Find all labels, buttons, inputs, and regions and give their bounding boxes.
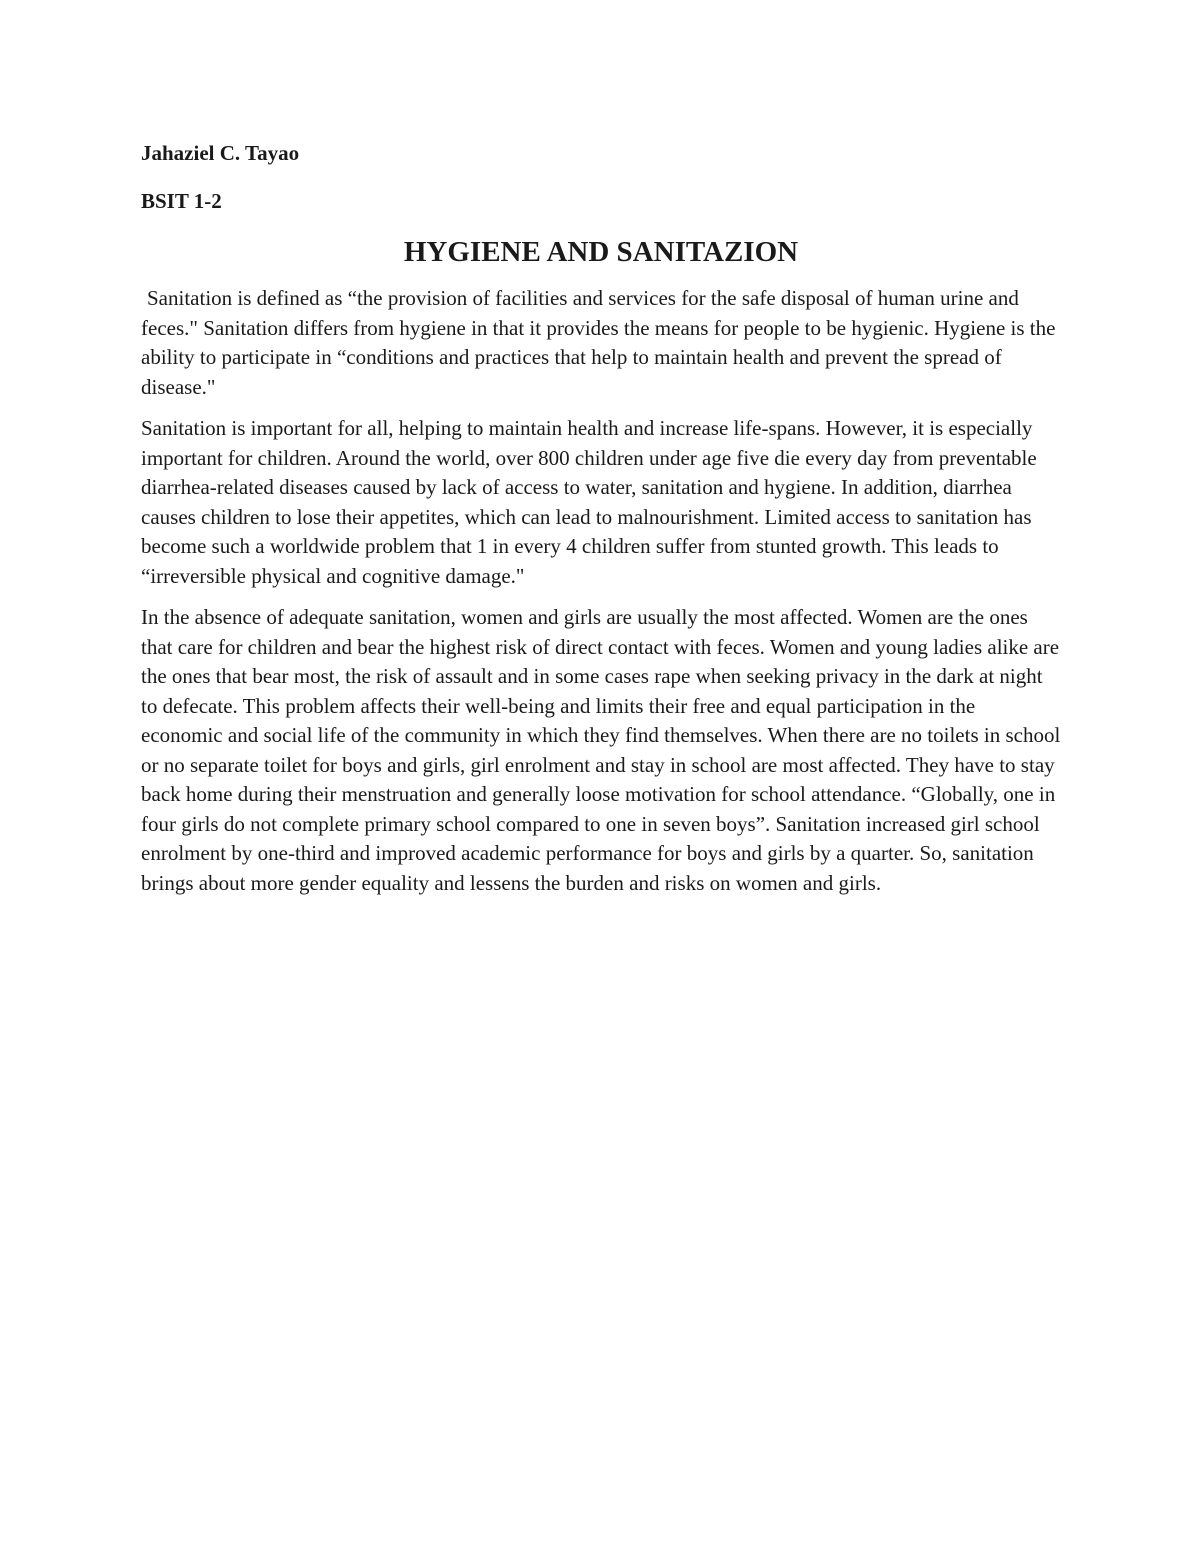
class-section: BSIT 1-2 — [141, 189, 222, 213]
paragraph-definition: Sanitation is defined as “the provision of facilities and services for the safe disposal of human urine and feces." Sanitation differs from hygiene in that it provides the means for people to be hygienic. Hygiene is the ability to participate in “conditions and practices that help to maintain health and prevent the spread of disease." — [141, 286, 1056, 399]
document-body — [141, 138, 1061, 910]
paragraph-women-and-girls: In the absence of adequate sanitation, women and girls are usually the most affected. Women are the ones that care for children and bear the highest risk of direct contact with feces. Women and young ladies alike are the ones that bear most, the risk of assault and in some cases rape when seeking privacy in the dark at night to defecate. This problem affects their well-being and limits their free and equal participation in the economic and social life of the community in which they find themselves. When there are no toilets in school or no separate toilet for boys and girls, girl enrolment and stay in school are most affected. They have to stay back home during their menstruation and generally loose motivation for school attendance. “Globally, one in four girls do not complete primary school compared to one in seven boys”. Sanitation increased girl school enrolment by one-third and improved academic performance for boys and girls by a quarter. So, sanitation brings about more gender equality and lessens the burden and risks on women and girls. — [141, 605, 1061, 895]
paragraph-children: Sanitation is important for all, helping to maintain health and increase life-spans. However, it is especially important for children. Around the world, over 800 children under age five die every day from preventable diarrhea-related diseases caused by lack of access to water, sanitation and hygiene. In addition, diarrhea causes children to lose their appetites, which can lead to malnourishment. Limited access to sanitation has become such a worldwide problem that 1 in every 4 children suffer from stunted growth. This leads to “irreversible physical and cognitive damage." — [141, 416, 1037, 588]
author-name: Jahaziel C. Tayao — [141, 141, 300, 165]
document-title: HYGIENE AND SANITAZION — [403, 236, 799, 268]
